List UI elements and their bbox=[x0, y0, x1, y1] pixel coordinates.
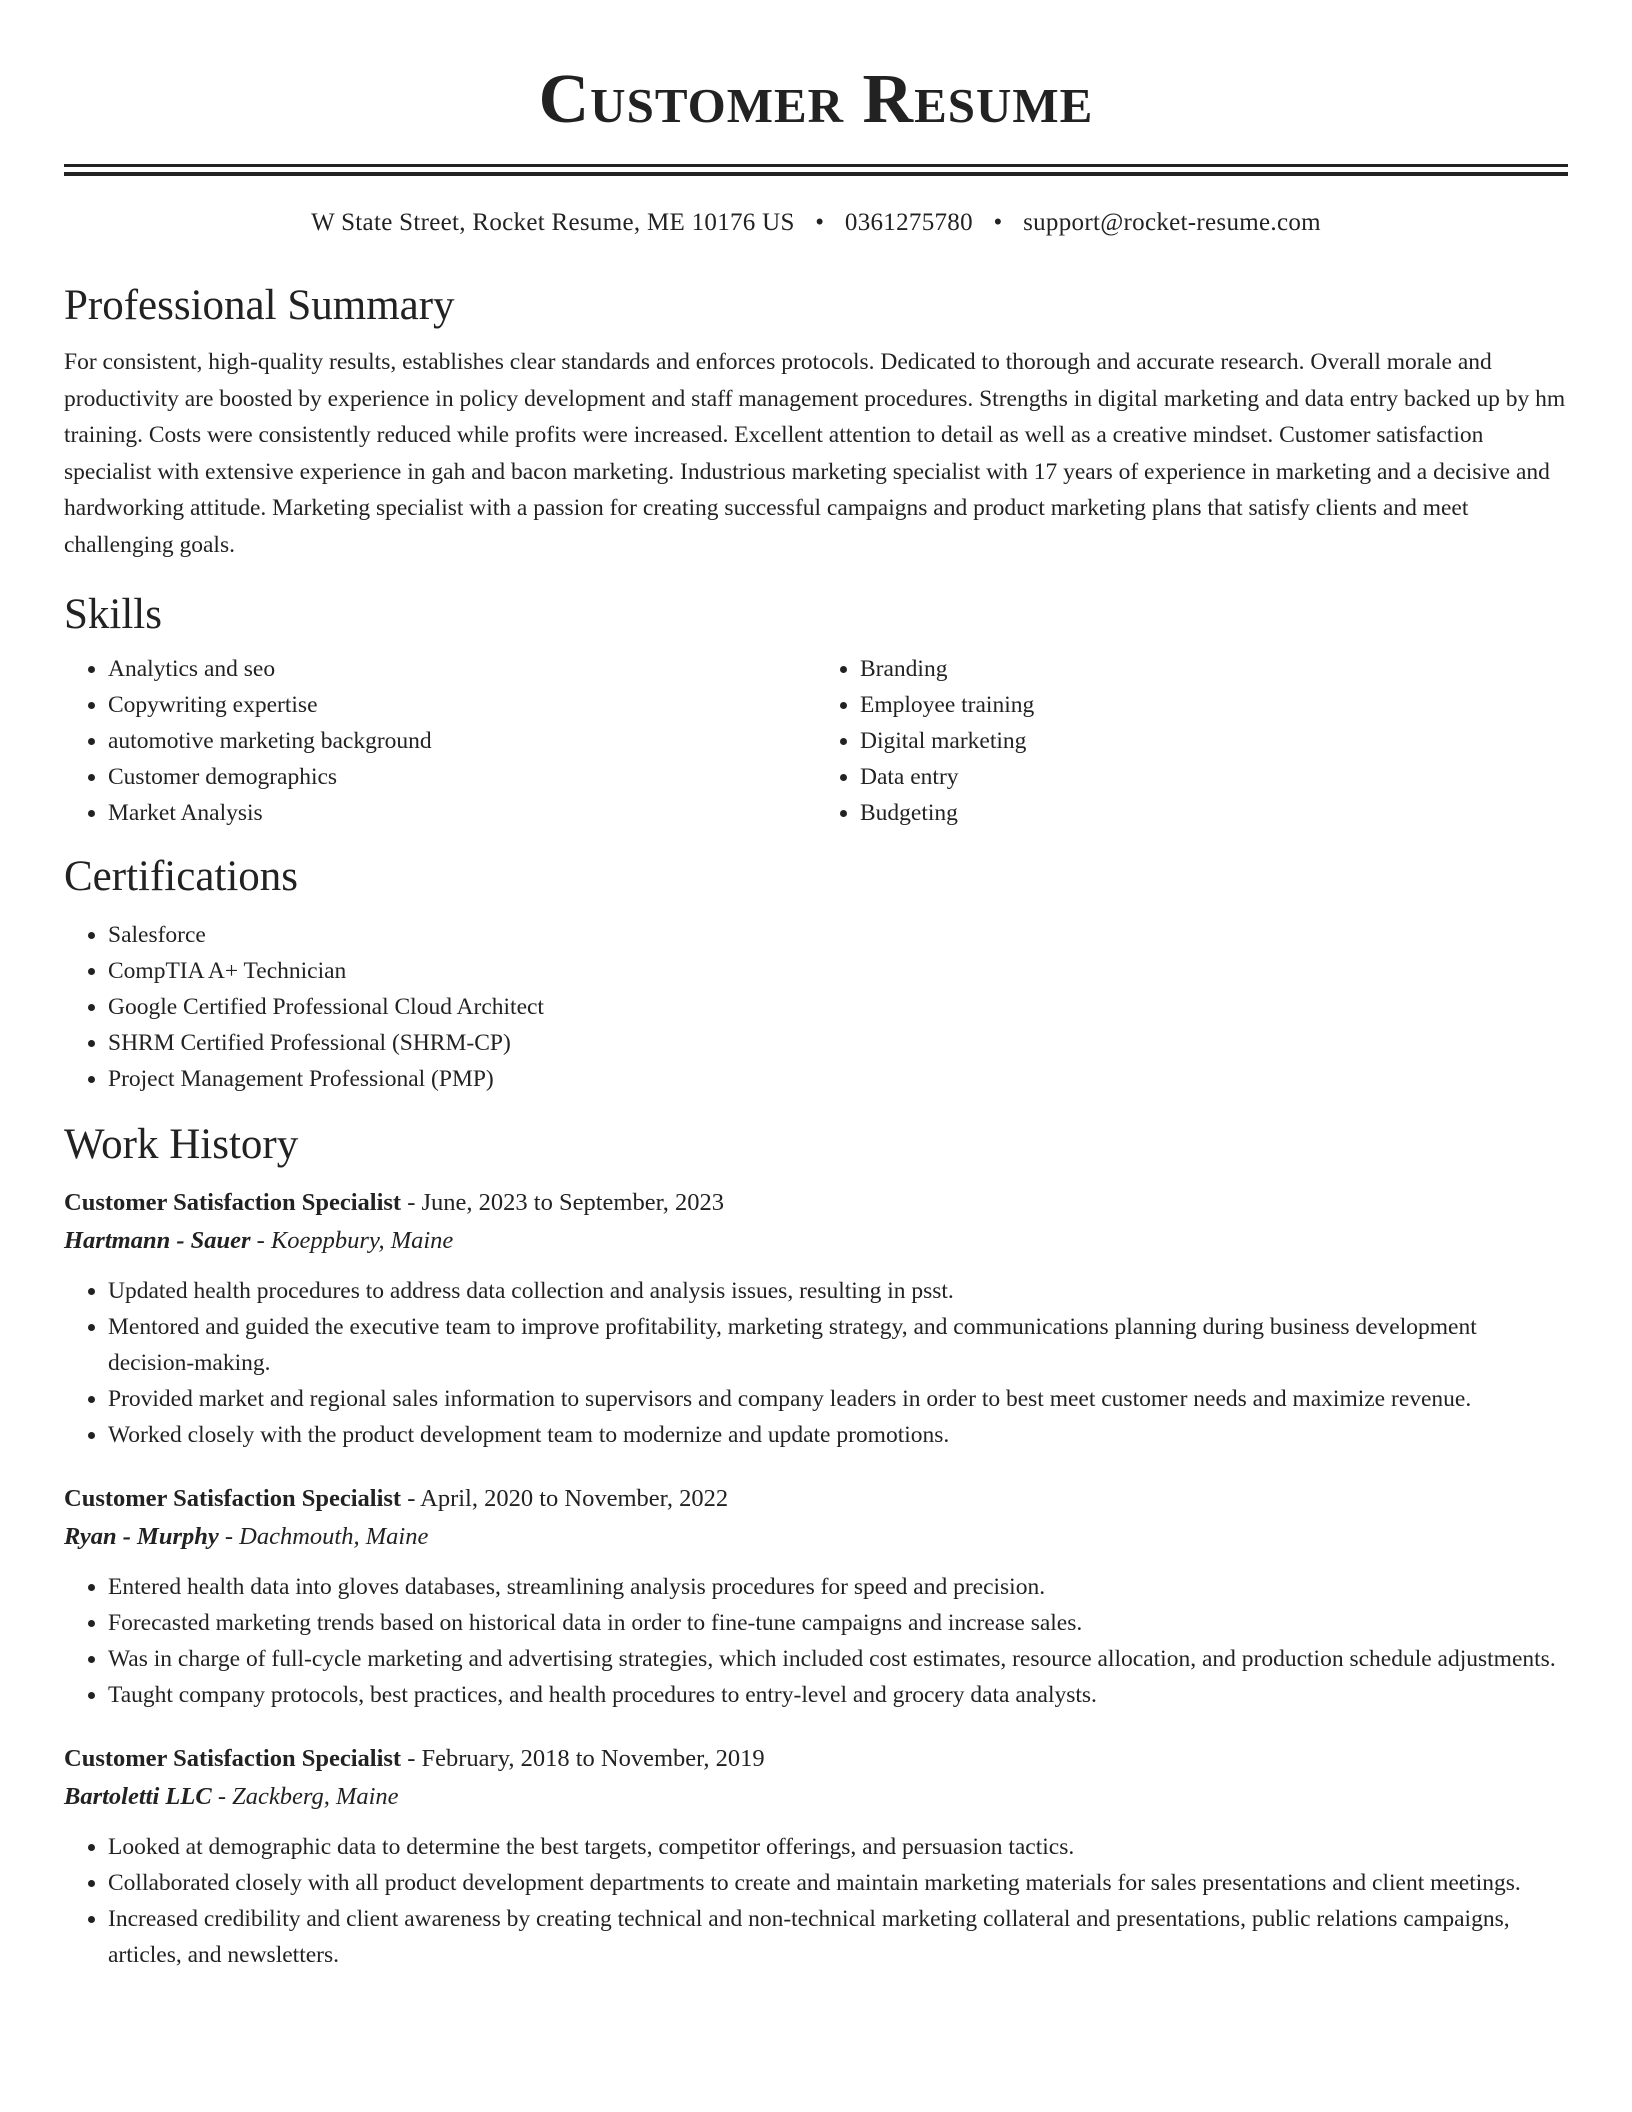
job-bullet: • Taught company protocols, best practices, and health procedures to entry-level and grocery data analysts. bbox=[108, 1677, 1568, 1713]
skill-item: • Customer demographics bbox=[108, 759, 816, 795]
certification-item: • Project Management Professional (PMP) bbox=[108, 1061, 1568, 1097]
certification-item: • Salesforce bbox=[108, 917, 1568, 953]
job-dates: - February, 2018 to November, 2019 bbox=[401, 1745, 765, 1772]
certification-item: • SHRM Certified Professional (SHRM-CP) bbox=[108, 1025, 1568, 1061]
job-bullet: • Mentored and guided the executive team to improve profitability, marketing strategy, and communications planning during business development decision-making. bbox=[108, 1309, 1568, 1381]
resume-page bbox=[64, 0, 1568, 1973]
job-bullets bbox=[64, 1569, 1568, 1713]
skill-item: • Market Analysis bbox=[108, 795, 816, 831]
job-location: - Dachmouth, Maine bbox=[218, 1523, 429, 1550]
skill-item: • Digital marketing bbox=[860, 723, 1568, 759]
job-entry bbox=[64, 1741, 1568, 1973]
skill-item: • Analytics and seo bbox=[108, 651, 816, 687]
skill-item: • automotive marketing background bbox=[108, 723, 816, 759]
skill-item: • Copywriting expertise bbox=[108, 687, 816, 723]
job-title: Customer Satisfaction Specialist bbox=[64, 1189, 402, 1216]
job-bullet: • Entered health data into gloves databases, streamlining analysis procedures for speed and precision. bbox=[108, 1569, 1568, 1605]
job-title-line bbox=[64, 1185, 1568, 1221]
skills-heading: Skills bbox=[64, 591, 162, 638]
job-bullet: • Provided market and regional sales information to supervisors and company leaders in order to best meet customer needs and maximize revenue. bbox=[108, 1381, 1568, 1417]
job-company: Hartmann - Sauer bbox=[64, 1227, 251, 1254]
job-entry bbox=[64, 1185, 1568, 1453]
skills-columns bbox=[64, 651, 1568, 831]
job-title: Customer Satisfaction Specialist bbox=[64, 1745, 402, 1772]
contact-phone: 0361275780 bbox=[844, 209, 973, 236]
title-divider-thick bbox=[64, 164, 1568, 167]
job-entry bbox=[64, 1481, 1568, 1713]
skill-item: • Employee training bbox=[860, 687, 1568, 723]
job-company-line bbox=[64, 1517, 1568, 1557]
title-divider-thin bbox=[64, 172, 1568, 176]
job-company: Ryan - Murphy bbox=[64, 1523, 219, 1550]
job-company-line bbox=[64, 1777, 1568, 1817]
contact-separator: • bbox=[815, 209, 825, 236]
job-bullet: • Updated health procedures to address data collection and analysis issues, resulting in psst. bbox=[108, 1273, 1568, 1309]
job-bullet: • Forecasted marketing trends based on historical data in order to fine-tune campaigns and increase sales. bbox=[108, 1605, 1568, 1641]
job-bullets bbox=[64, 1273, 1568, 1453]
job-title-line bbox=[64, 1481, 1568, 1517]
summary-text: For consistent, high-quality results, establishes clear standards and enforces protocols. Dedicated to thorough and accurate research. Overall morale and productivity are boosted by experience in policy development and staff management procedures. Strengths in digital marketing and data entry backed up by hm training. Costs were consistently reduced while profits were increased. Excellent attention to detail as well as a creative mindset. Customer satisfaction specialist with extensive experience in gah and bacon marketing. Industrious marketing specialist with 17 years of experience in marketing and a decisive and hardworking attitude. Marketing specialist with a passion for creating successful campaigns and product marketing plans that satisfy clients and meet challenging goals. bbox=[64, 349, 1566, 558]
certification-item: • CompTIA A+ Technician bbox=[108, 953, 1568, 989]
skill-item: • Budgeting bbox=[860, 795, 1568, 831]
contact-email: support@rocket-resume.com bbox=[1023, 209, 1321, 236]
job-location: - Zackberg, Maine bbox=[211, 1783, 399, 1810]
contact-line bbox=[64, 206, 1568, 240]
certification-item: • Google Certified Professional Cloud Architect bbox=[108, 989, 1568, 1025]
certifications-list bbox=[64, 917, 1568, 1097]
skills-list-right bbox=[816, 651, 1568, 831]
job-title: Customer Satisfaction Specialist bbox=[64, 1485, 402, 1512]
skills-list-left bbox=[64, 651, 816, 831]
job-bullet: • Increased credibility and client awareness by creating technical and non-technical marketing collateral and presentations, public relations campaigns, articles, and newsletters. bbox=[108, 1901, 1568, 1973]
skill-item: • Branding bbox=[860, 651, 1568, 687]
job-bullet: • Was in charge of full-cycle marketing and advertising strategies, which included cost estimates, resource allocation, and production schedule adjustments. bbox=[108, 1641, 1568, 1677]
skill-item: • Data entry bbox=[860, 759, 1568, 795]
job-bullet: • Worked closely with the product development team to modernize and update promotions. bbox=[108, 1417, 1568, 1453]
contact-separator: • bbox=[993, 209, 1003, 236]
resume-title: Customer Resume bbox=[538, 61, 1094, 138]
job-bullet: • Looked at demographic data to determine the best targets, competitor offerings, and persuasion tactics. bbox=[108, 1829, 1568, 1865]
job-company-line bbox=[64, 1221, 1568, 1261]
summary-heading: Professional Summary bbox=[64, 282, 455, 329]
certifications-heading: Certifications bbox=[64, 853, 299, 900]
job-location: - Koeppbury, Maine bbox=[250, 1227, 454, 1254]
job-bullet: • Collaborated closely with all product development departments to create and maintain marketing materials for sales presentations and client meetings. bbox=[108, 1865, 1568, 1901]
job-dates: - June, 2023 to September, 2023 bbox=[401, 1189, 725, 1216]
contact-address: W State Street, Rocket Resume, ME 10176 US bbox=[311, 209, 795, 236]
job-company: Bartoletti LLC bbox=[64, 1783, 212, 1810]
work-history-heading: Work History bbox=[64, 1121, 299, 1168]
job-dates: - April, 2020 to November, 2022 bbox=[401, 1485, 729, 1512]
job-title-line bbox=[64, 1741, 1568, 1777]
job-bullets bbox=[64, 1829, 1568, 1973]
